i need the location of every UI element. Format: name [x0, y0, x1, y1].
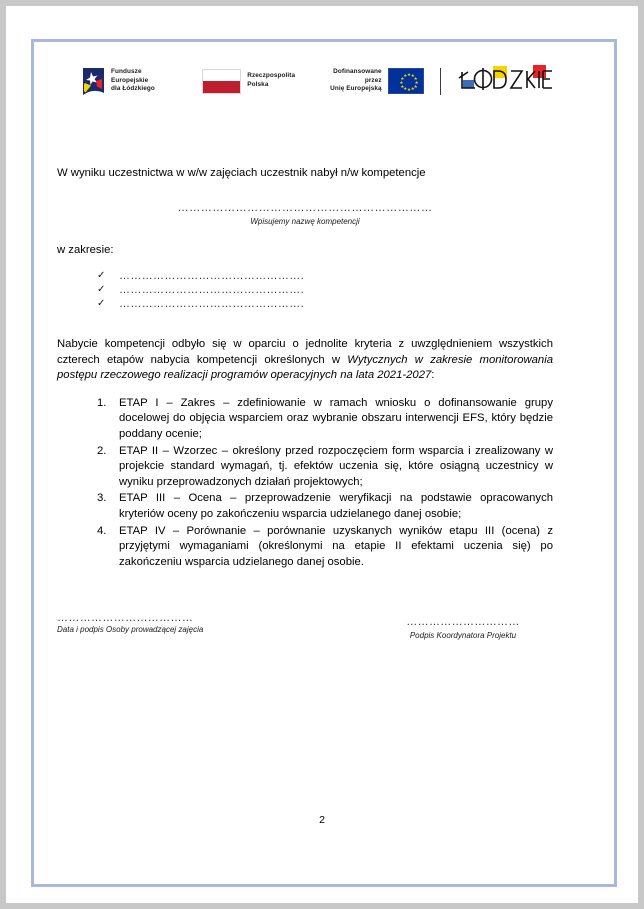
document-page	[6, 6, 638, 903]
fundusze-europejskie-flag-icon	[81, 66, 106, 97]
check-icon: ✓	[97, 284, 106, 295]
scope-dotted-line[interactable]: ………………………………………….	[119, 298, 305, 310]
logo-lodzkie	[457, 62, 553, 100]
competency-name-field	[57, 198, 553, 226]
list-item: ETAP I – Zakres – zdefiniowanie w ramach wniosku o dofinansowanie grupy docelowej do objęcia wsparciem oraz wybranie obszaru interwencji EFS, który będzie poddany ocenie;	[119, 396, 553, 440]
signature-block-instructor	[57, 612, 267, 640]
coordinator-signature-label: Podpis Koordynatora Projektu	[409, 631, 517, 641]
acquisition-text-part2: :	[431, 369, 435, 382]
scope-checklist	[57, 270, 553, 310]
eu-flag-icon: ★ ★ ★ ★ ★ ★ ★ ★ ★ ★ ★ ★	[388, 68, 424, 94]
list-item	[57, 270, 553, 282]
list-item: ETAP II – Wzorzec – określony przed rozpoczęciem form wsparcia i zrealizowany w projekcie standard wymagań, tj. efektów uczenia się, które osiągną uczestnicy w wyniku przeprowadzonych działań projektowych;	[119, 444, 553, 488]
funding-logo-bar	[81, 55, 553, 107]
lead-paragraph: W wyniku uczestnictwa w w/w zajęciach uczestnik nabył n/w kompetencje	[57, 167, 426, 179]
acquisition-guidelines-title: Wytycznych w zakresie monitorowania postępu rzeczowego realizacji programów operacyjnych na lata 2021-2027	[57, 353, 554, 382]
scope-dotted-line[interactable]: ………………………………………….	[119, 284, 305, 296]
logo-divider	[440, 68, 441, 95]
list-item	[57, 284, 553, 296]
logo-unia-line1: Dofinansowane przez	[333, 68, 382, 84]
instructor-signature-line[interactable]: ………………………………	[57, 612, 194, 625]
lodzkie-region-logo-icon	[457, 62, 553, 100]
logo-rzeczpospolita-caption	[247, 72, 295, 89]
logo-fundusze-line2: dla Łódzkiego	[111, 85, 155, 93]
logo-unia-line2: Unię Europejską	[330, 85, 382, 93]
acquisition-text-part1: Nabycie kompetencji odbyło się w oparciu o jednolite kryteria z uwzględnieniem wszystkich czterech etapów nabycia kompetencji określonych w	[57, 338, 553, 366]
list-item: ETAP III – Ocena – przeprowadzenie weryfikacji na podstawie opracowanych kryteriów oceny po zakończeniu wsparcia udzielanego danej osobie;	[119, 492, 553, 520]
competency-dotted-line[interactable]: …………………………………………………………	[177, 202, 433, 214]
acquisition-paragraph	[57, 337, 553, 384]
scope-dotted-line[interactable]: ………………………………………….	[119, 270, 305, 282]
poland-flag-icon	[202, 69, 241, 94]
stages-list	[57, 396, 553, 571]
page-number: 2	[319, 814, 325, 826]
signature-block-coordinator	[373, 612, 553, 640]
list-item: ETAP IV – Porównanie – porównanie uzyskanych wyników etapu III (ocena) z przyjętymi wymaganiami (określonymi na etapie II efektami uczenia się) po zakończeniu wsparcia udzielanego danej osobie.	[119, 524, 553, 568]
logo-unia-europejska	[319, 68, 424, 94]
logo-rzeczpospolita-line2: Polska	[247, 81, 269, 88]
list-item	[57, 298, 553, 310]
document-content	[57, 45, 553, 640]
logo-rzeczpospolita-line1: Rzeczpospolita	[247, 72, 296, 80]
logo-unia-caption	[319, 68, 382, 94]
coordinator-signature-line[interactable]: …………………………	[406, 616, 520, 629]
competency-caption: Wpisujemy nazwę kompetencji	[250, 217, 360, 226]
signature-row	[57, 612, 553, 640]
check-icon: ✓	[97, 298, 106, 309]
check-icon: ✓	[97, 270, 106, 281]
logo-fundusze-europejskie	[81, 66, 174, 97]
logo-fundusze-line1: Fundusze Europejskie	[111, 68, 149, 84]
scope-label: w zakresie:	[57, 244, 114, 256]
logo-rzeczpospolita-polska	[202, 69, 295, 94]
instructor-signature-label: Data i podpis Osoby prowadzącej zajęcia	[57, 625, 204, 635]
logo-fundusze-caption	[111, 68, 174, 94]
